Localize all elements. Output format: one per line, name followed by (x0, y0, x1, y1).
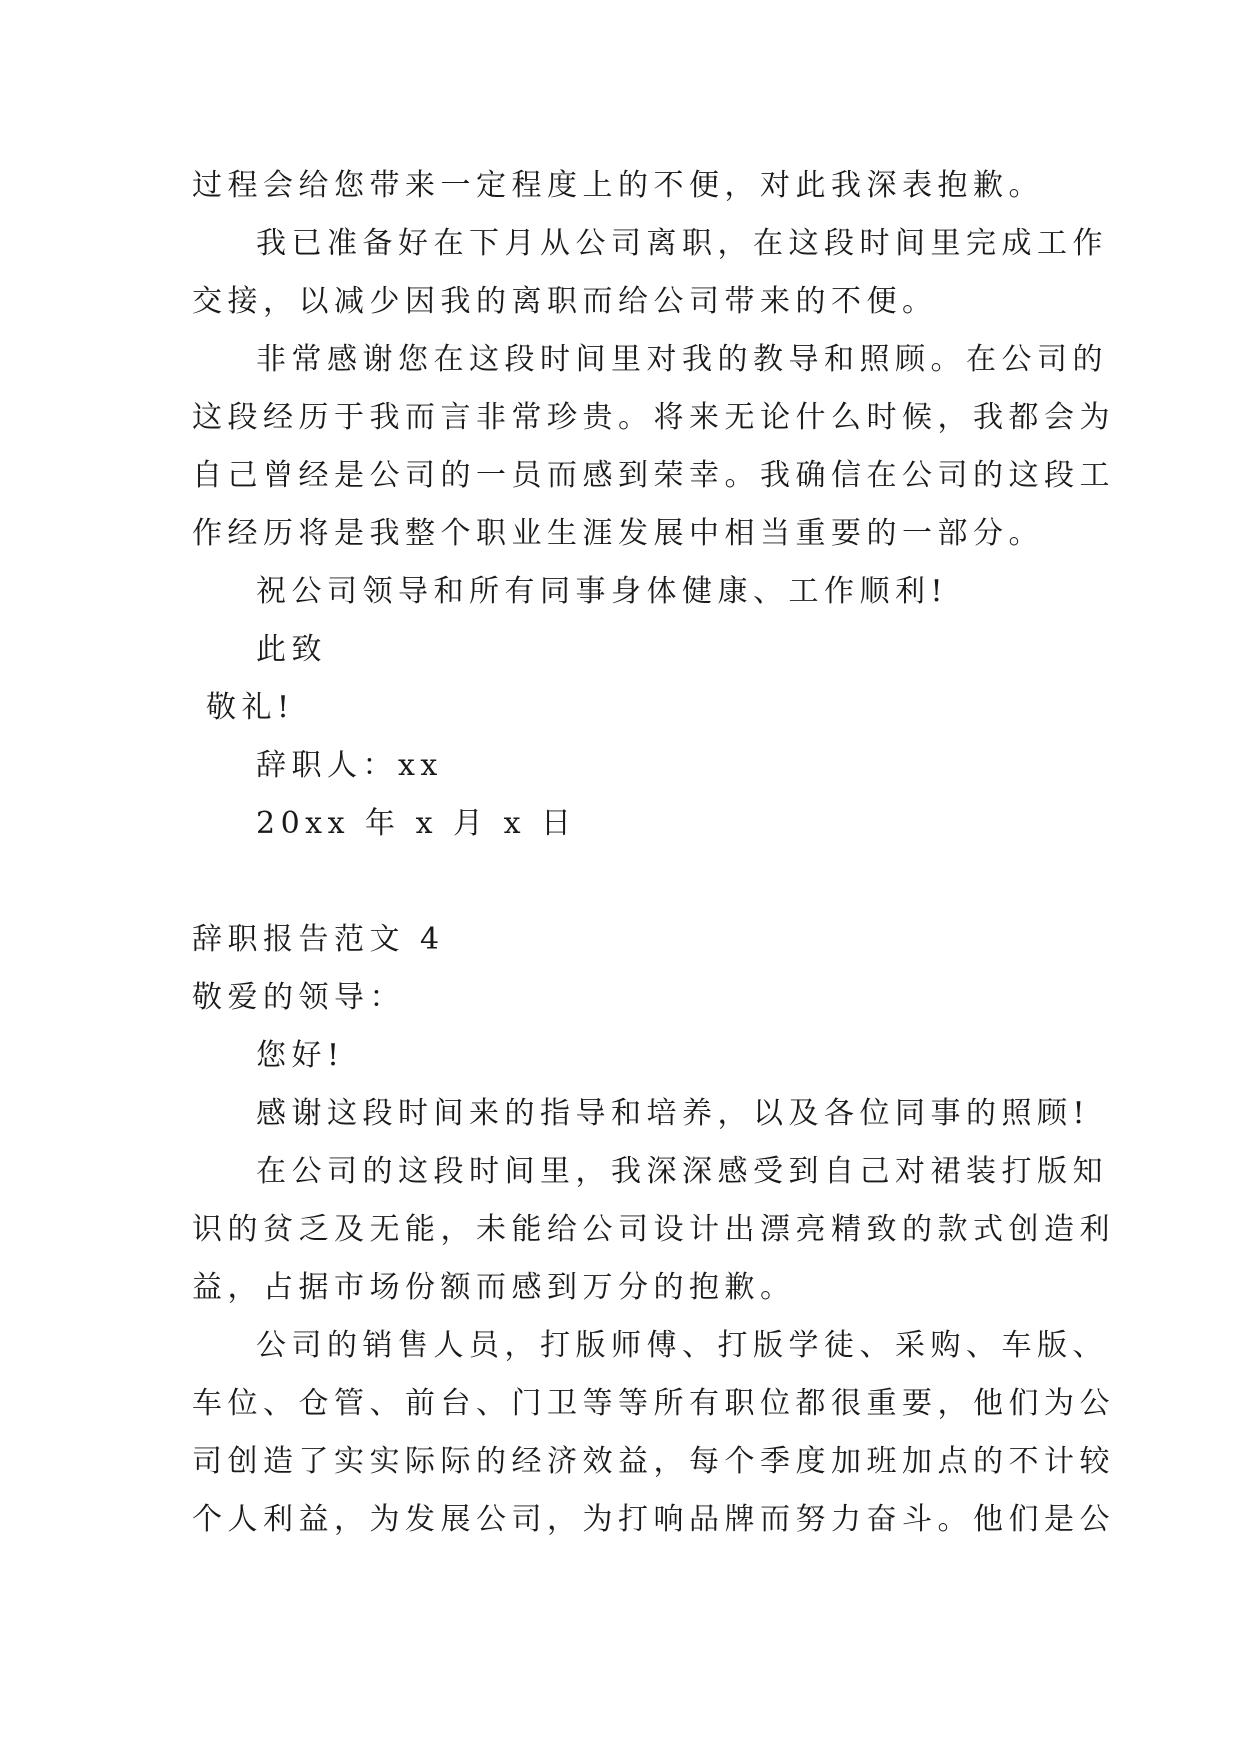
letter3-paragraph3-line3: 自己曾经是公司的一员而感到荣幸。我确信在公司的这段工 (192, 458, 1115, 493)
letter4-paragraph1-line2: 识的贫乏及无能，未能给公司设计出漂亮精致的款式创造利 (192, 1212, 1115, 1247)
letter4-paragraph2-line4: 个人利益，为发展公司，为打响品牌而努力奋斗。他们是公 (192, 1502, 1115, 1537)
letter3-paragraph2-line1: 我已准备好在下月从公司离职，在这段时间里完成工作 (256, 226, 1108, 261)
letter3-paragraph1-line1: 过程会给您带来一定程度上的不便，对此我深表抱歉。 (192, 168, 1044, 203)
letter3-salute: 敬礼! (206, 690, 295, 725)
letter4-greeting: 敬爱的领导： (192, 980, 405, 1015)
letter4-paragraph1-line3: 益，占据市场份额而感到万分的抱歉。 (192, 1270, 796, 1305)
letter4-hello: 您好! (256, 1038, 345, 1073)
letter3-paragraph3-line4: 作经历将是我整个职业生涯发展中相当重要的一部分。 (192, 516, 1044, 551)
letter4-thanks: 感谢这段时间来的指导和培养，以及各位同事的照顾! (256, 1096, 1091, 1131)
letter3-closing: 此致 (256, 632, 327, 667)
letter3-paragraph3-line1: 非常感谢您在这段时间里对我的教导和照顾。在公司的 (256, 342, 1108, 377)
letter3-wish: 祝公司领导和所有同事身体健康、工作顺利! (256, 574, 949, 609)
letter3-paragraph3-line2: 这段经历于我而言非常珍贵。将来无论什么时候，我都会为 (192, 400, 1115, 435)
letter4-paragraph2-line2: 车位、仓管、前台、门卫等等所有职位都很重要，他们为公 (192, 1386, 1115, 1421)
letter3-signer: 辞职人：xx (256, 748, 443, 783)
letter4-paragraph1-line1: 在公司的这段时间里，我深深感受到自己对裙装打版知 (256, 1154, 1108, 1189)
letter4-title: 辞职报告范文 4 (192, 922, 445, 957)
letter4-paragraph2-line1: 公司的销售人员，打版师傅、打版学徒、采购、车版、 (256, 1328, 1108, 1363)
letter3-paragraph2-line2: 交接，以减少因我的离职而给公司带来的不便。 (192, 284, 938, 319)
letter4-paragraph2-line3: 司创造了实实际际的经济效益，每个季度加班加点的不计较 (192, 1444, 1115, 1479)
letter3-date: 20xx 年 x 月 x 日 (256, 806, 577, 841)
